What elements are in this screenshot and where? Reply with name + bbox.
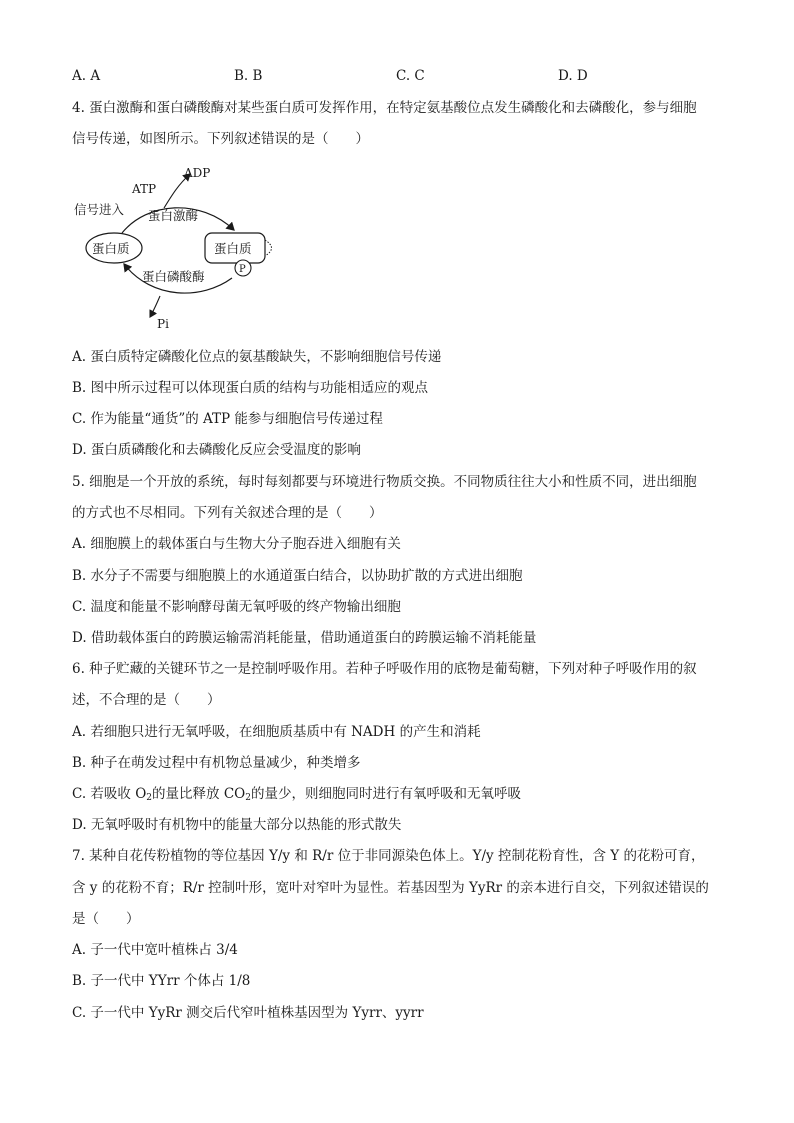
co2-subscript: 2 xyxy=(245,793,251,803)
q6-option-b: B. 种子在萌发过程中有机物总量减少，种类增多 xyxy=(72,755,361,771)
kinase-label: 蛋白激酶 xyxy=(148,208,199,223)
pi-arrow xyxy=(150,296,160,317)
phosphate-label: P xyxy=(239,264,246,275)
q3-option-d: D. D xyxy=(558,68,588,84)
q3-option-a: A. A xyxy=(72,68,101,84)
phosphorylation-cycle-diagram xyxy=(72,160,292,335)
q6-option-c-pre: C. 若吸收 O xyxy=(72,786,147,802)
atp-label: ATP xyxy=(132,182,157,196)
q4-diagram xyxy=(72,160,292,335)
binding-site-mark xyxy=(265,240,272,256)
q5-stem-line2: 的方式也不尽相同。下列有关叙述合理的是（ ） xyxy=(72,505,383,521)
o2-subscript: 2 xyxy=(146,793,153,803)
q5-option-b: B. 水分子不需要与细胞膜上的水通道蛋白结合，以协助扩散的方式进出细胞 xyxy=(72,568,523,584)
q5-option-a: A. 细胞膜上的载体蛋白与生物大分子胞吞进入细胞有关 xyxy=(72,536,401,552)
q6-option-c xyxy=(72,784,732,804)
q6-option-c-mid: 的量比释放 CO xyxy=(152,786,246,802)
q7-option-c: C. 子一代中 YyRr 测交后代窄叶植株基因型为 Yyrr、yyrr xyxy=(72,1005,424,1021)
q6-stem-line1: 6. 种子贮藏的关键环节之一是控制呼吸作用。若种子呼吸作用的底物是葡萄糖，下列对种子呼吸作用的叙 xyxy=(72,661,697,677)
adp-label: ADP xyxy=(184,166,211,180)
q3-option-c: C. C xyxy=(396,68,425,84)
q5-stem-line1: 5. 细胞是一个开放的系统，每时每刻都要与环境进行物质交换。不同物质往往大小和性质不同，进出细胞 xyxy=(72,474,697,490)
q5-option-c: C. 温度和能量不影响酵母菌无氧呼吸的终产物输出细胞 xyxy=(72,599,401,615)
q4-stem-line1: 4. 蛋白激酶和蛋白磷酸酶对某些蛋白质可发挥作用，在特定氨基酸位点发生磷酸化和去磷酸化，参与细胞 xyxy=(72,100,697,116)
protein-right-label: 蛋白质 xyxy=(214,241,252,256)
q6-stem-line2: 述，不合理的是（ ） xyxy=(72,692,221,708)
signal-in-label: 信号进入 xyxy=(74,202,125,217)
q7-stem-line2: 含 y 的花粉不育；R/r 控制叶形，宽叶对窄叶为显性。若基因型为 YyRr 的亲本进行自交，下列叙述错误的 xyxy=(72,880,709,896)
phosphatase-label: 蛋白磷酸酶 xyxy=(142,269,205,284)
q7-option-b: B. 子一代中 YYrr 个体占 1/8 xyxy=(72,973,251,989)
q4-option-b: B. 图中所示过程可以体现蛋白质的结构与功能相适应的观点 xyxy=(72,380,429,396)
q6-option-c-post: 的量少，则细胞同时进行有氧呼吸和无氧呼吸 xyxy=(250,786,521,802)
q4-stem-line2: 信号传递，如图所示。下列叙述错误的是（ ） xyxy=(72,131,369,147)
q5-option-d: D. 借助载体蛋白的跨膜运输需消耗能量，借助通道蛋白的跨膜运输不消耗能量 xyxy=(72,630,537,646)
q6-option-d: D. 无氧呼吸时有机物中的能量大部分以热能的形式散失 xyxy=(72,817,402,833)
q7-stem-line3: 是（ ） xyxy=(72,911,140,927)
q6-option-a: A. 若细胞只进行无氧呼吸，在细胞质基质中有 NADH 的产生和消耗 xyxy=(72,724,481,740)
protein-left-label: 蛋白质 xyxy=(92,241,130,256)
pi-label: Pi xyxy=(157,317,169,331)
q3-option-b: B. B xyxy=(234,68,263,84)
q4-option-c: C. 作为能量“通货”的 ATP 能参与细胞信号传递过程 xyxy=(72,411,383,427)
q7-stem-line1: 7. 某种自花传粉植物的等位基因 Y/y 和 R/r 位于非同源染色体上。Y/y 控制花粉育性，含 Y 的花粉可育， xyxy=(72,848,705,864)
q4-option-a: A. 蛋白质特定磷酸化位点的氨基酸缺失，不影响细胞信号传递 xyxy=(72,349,442,365)
q4-option-d: D. 蛋白质磷酸化和去磷酸化反应会受温度的影响 xyxy=(72,442,361,458)
q7-option-a: A. 子一代中宽叶植株占 3/4 xyxy=(72,942,238,958)
